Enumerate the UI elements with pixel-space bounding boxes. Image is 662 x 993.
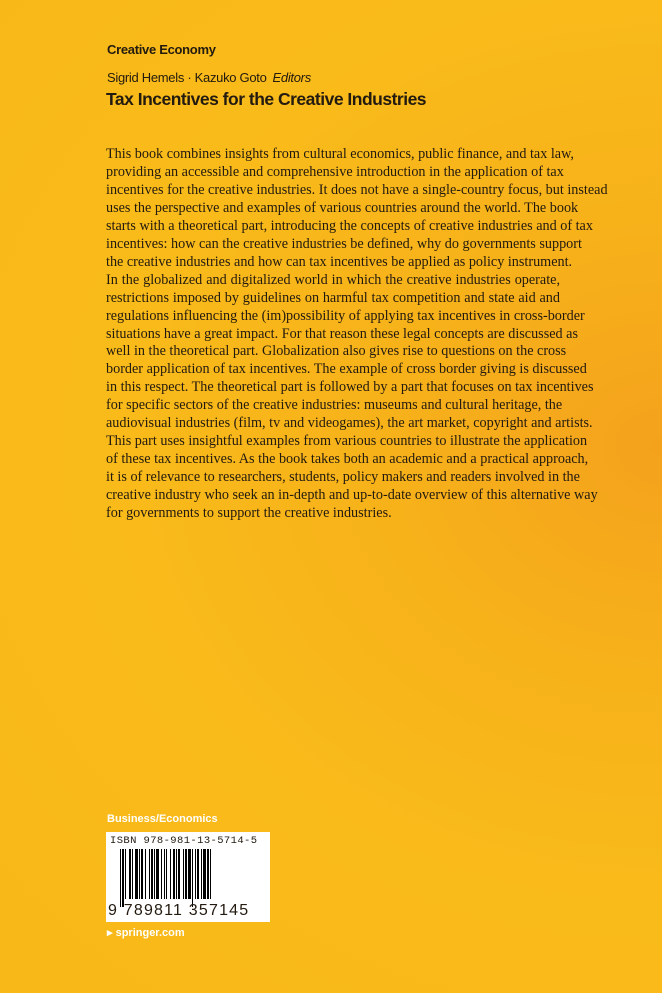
- subject-category: Business/Economics: [107, 813, 218, 825]
- barcode-bar: [192, 849, 193, 907]
- barcode-bar: [135, 849, 138, 899]
- blurb-line: providing an accessible and comprehensive introduction in the application of tax: [106, 163, 564, 180]
- book-title: Tax Incentives for the Creative Industries: [106, 89, 427, 109]
- barcode-bar: [183, 849, 184, 899]
- barcode-bar: [129, 849, 131, 899]
- book-description: [106, 146, 608, 523]
- blurb-line: it is of relevance to researchers, students, policy makers and readers involved in the: [106, 469, 580, 486]
- barcode-bar: [176, 849, 177, 899]
- barcode-bar: [173, 849, 175, 899]
- isbn-text: ISBN 978-981-13-5714-5: [110, 835, 258, 847]
- blurb-line: the creative industries and how can tax incentives be applied as policy instrument.: [106, 253, 573, 270]
- isbn-barcode: [106, 832, 270, 922]
- blurb-line: incentives for the creative industries. It does not have a single-country focus, but instead: [106, 181, 608, 198]
- blurb-line: for governments to support the creative industries.: [106, 505, 392, 522]
- blurb-line: incentives: how can the creative industries be defined, why do governments support: [106, 235, 582, 252]
- blurb-line: audiovisual industries (film, tv and videogames), the art market, copyright and artists.: [106, 415, 593, 432]
- barcode-bar: [154, 849, 155, 899]
- blurb-line: restrictions imposed by guidelines on harmful tax competition and state aid and: [106, 289, 560, 306]
- barcode-bar: [197, 849, 199, 899]
- barcode-bar: [139, 849, 140, 899]
- barcode-bar: [188, 849, 191, 899]
- barcode-bar: [132, 849, 133, 899]
- barcode-bar: [185, 849, 187, 899]
- barcode-bar: [210, 849, 211, 899]
- blurb-line: situations have a great impact. For that reason these legal concepts are discussed as: [106, 325, 578, 342]
- barcode-bar: [166, 849, 167, 899]
- editors-role: Editors: [272, 70, 311, 85]
- blurb-line: uses the perspective and examples of various countries around the world. The book: [106, 199, 579, 216]
- blurb-line: starts with a theoretical part, introducing the concepts of creative industries and of tax: [106, 217, 593, 234]
- barcode-bar: [122, 849, 124, 907]
- blurb-line: This part uses insightful examples from various countries to illustrate the application: [106, 433, 588, 450]
- blurb-line: well in the theoretical part. Globalization also gives rise to questions on the cross: [106, 343, 567, 360]
- barcode-bar: [156, 849, 159, 899]
- barcode-bar: [195, 849, 196, 899]
- ean-number: 9 789811 357145: [108, 902, 250, 919]
- barcode-bar: [201, 849, 202, 899]
- barcode-bar: [207, 849, 209, 899]
- publisher-website[interactable]: ▸ springer.com: [107, 927, 185, 939]
- barcode-bar: [203, 849, 206, 899]
- barcode-bar: [145, 849, 146, 899]
- editors: [107, 70, 311, 85]
- editor-names: Sigrid Hemels · Kazuko Goto: [107, 70, 267, 85]
- blurb-line: in this respect. The theoretical part is followed by a part that focuses on tax incentives: [106, 379, 594, 396]
- barcode-bar: [170, 849, 171, 899]
- series-name: Creative Economy: [107, 42, 216, 57]
- barcode-bar: [120, 849, 121, 907]
- blurb-line: regulations influencing the (im)possibility of applying tax incentives in cross-border: [106, 307, 585, 324]
- barcode-bar: [164, 849, 165, 899]
- barcode-bar: [161, 849, 162, 899]
- blurb-line: border application of tax incentives. The example of cross border giving is discussed: [106, 361, 587, 378]
- blurb-line: creative industry who seek an in-depth and up-to-date overview of this alternative way: [106, 487, 598, 504]
- barcode-bar: [125, 849, 126, 899]
- blurb-line: for specific sectors of the creative industries: museums and cultural heritage, the: [106, 397, 563, 414]
- blurb-line: This book combines insights from cultural economics, public finance, and tax law,: [106, 146, 574, 162]
- barcode-bar: [178, 849, 180, 899]
- barcode-bars-icon: [120, 849, 266, 907]
- blurb-line: of these tax incentives. As the book takes both an academic and a practical approach,: [106, 451, 589, 468]
- blurb-line: In the globalized and digitalized world in which the creative industries operate,: [106, 271, 560, 288]
- barcode-bar: [149, 849, 150, 899]
- barcode-bar: [151, 849, 153, 899]
- barcode-bar: [141, 849, 143, 899]
